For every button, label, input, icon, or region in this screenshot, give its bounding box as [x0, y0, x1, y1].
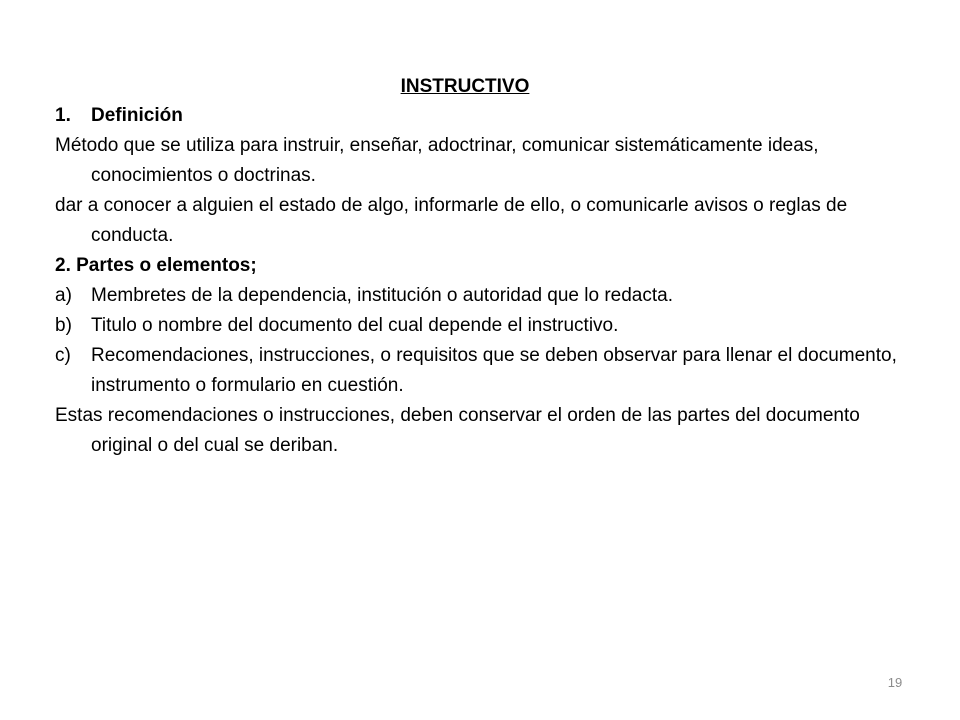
section-2-heading: 2. Partes o elementos;	[55, 255, 257, 276]
part-item-c	[55, 341, 915, 401]
slide-content	[55, 101, 915, 461]
section-1-number: 1.	[55, 105, 71, 126]
part-item-a	[55, 281, 915, 311]
part-item-text: Recomendaciones, instrucciones, o requisitos que se deben observar para llenar el documento, instrumento o formulario en cuestión.	[91, 345, 897, 396]
page-number: 19	[887, 675, 903, 690]
part-item-marker: a)	[55, 285, 72, 306]
definition-paragraph-2: dar a conocer a alguien el estado de algo, informarle de ello, o comunicarle avisos o reglas de conducta.	[55, 195, 848, 246]
part-item-marker: b)	[55, 315, 72, 336]
part-item-text: Titulo o nombre del documento del cual depende el instructivo.	[91, 315, 619, 336]
part-item-b	[55, 311, 915, 341]
part-item-marker: c)	[55, 345, 71, 366]
section-1-title: Definición	[91, 105, 183, 126]
part-item-text: Membretes de la dependencia, institución o autoridad que lo redacta.	[91, 285, 673, 306]
section-1-heading	[55, 101, 915, 131]
page-title: INSTRUCTIVO	[400, 76, 530, 97]
definition-paragraph-1: Método que se utiliza para instruir, enseñar, adoctrinar, comunicar sistemáticamente ideas, conocimientos o doctrinas.	[55, 135, 819, 186]
closing-paragraph: Estas recomendaciones o instrucciones, deben conservar el orden de las partes del documento original o del cual se deriban.	[55, 405, 860, 456]
